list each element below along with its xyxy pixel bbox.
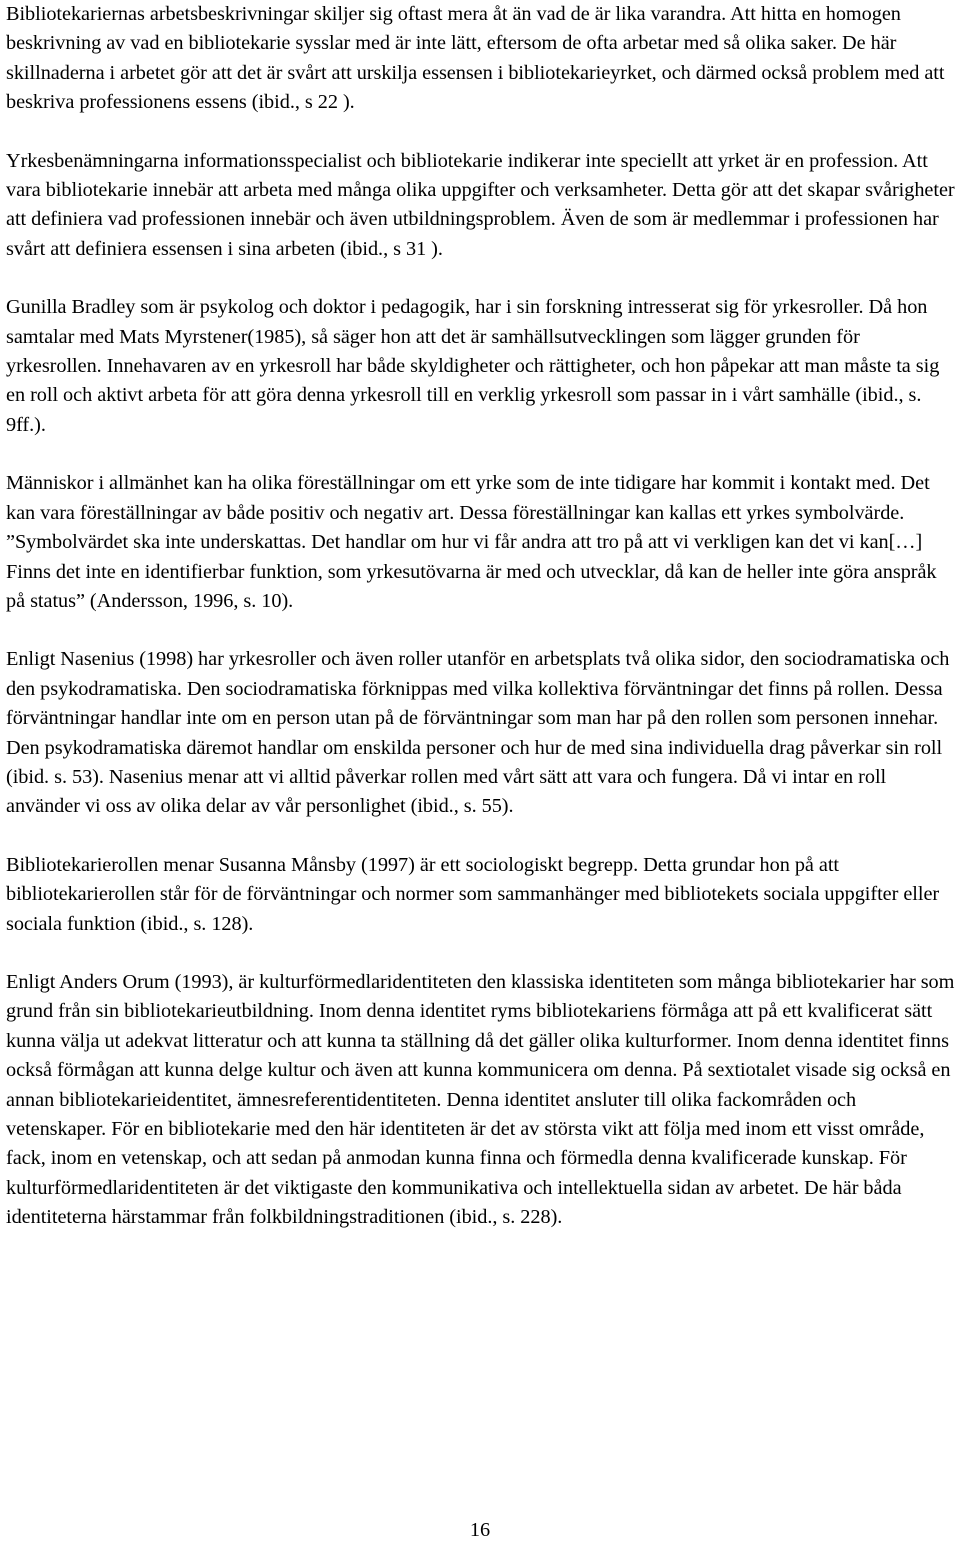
- paragraph-work-descriptions: Bibliotekariernas arbetsbeskrivningar skiljer sig oftast mera åt än vad de är lika varandra. Att hitta en homogen beskrivning av vad en bibliotekarie sysslar med är inte lätt, eftersom de ofta arbetar med så olika saker. De här skillnaderna i arbetet gör att det är svårt att urskilja essensen i bibliotekarieyrket, och därmed också problem med att beskriva professionens essens (ibid., s 22 ).: [6, 3, 945, 114]
- paragraph-mansby-librarian-role: Bibliotekarierollen menar Susanna Månsby (1997) är ett sociologiskt begrepp. Detta grundar hon på att bibliotekarierollen står för de förväntningar och normer som sammanhänger med bibliotekets sociala uppgifter eller sociala funktion (ibid., s. 128).: [6, 853, 940, 935]
- paragraph-professional-titles: Yrkesbenämningarna informationsspecialist och bibliotekarie indikerar inte speciellt att yrket är en profession. Att vara bibliotekarie innebär att arbeta med många olika uppgifter och verksamheter. Detta gör att det skapar svårigheter att definiera vad professionen innebär och även utbildningsproblem. Även de som är medlemmar i professionen har svårt att definiera essensen i sina arbeten (ibid., s 31 ).: [6, 149, 955, 260]
- paragraph-bradley-roles: Gunilla Bradley som är psykolog och doktor i pedagogik, har i sin forskning intresserat sig för yrkesroller. Då hon samtalar med Mats Myrstener(1985), så säger hon att det är samhällsutvecklingen som lägger grunden för yrkesrollen. Innehavaren av en yrkesroll har både skyldigheter och rättigheter, och hon påpekar att man måste ta sig en roll och aktivt arbeta för att göra denna yrkesroll till en verklig yrkesroll som passar in i vårt samhälle (ibid., s. 9ff.).: [6, 296, 940, 436]
- paragraph-nasenius-roles: Enligt Nasenius (1998) har yrkesroller och även roller utanför en arbetsplats två olika sidor, den sociodramatiska och den psykodramatiska. Den sociodramatiska förknippas med vilka kollektiva förväntningar det finns på rollen. Dessa förväntningar handlar inte om en person utan på de förväntningar som man har på den rollen som personen innehar. Den psykodramatiska däremot handlar om enskilda personer och hur de med sina individuella drag påverkar sin roll (ibid. s. 53). Nasenius menar att vi alltid påverkar rollen med vårt sätt att vara och fungera. Då vi intar en roll använder vi oss av olika delar av vår personlighet (ibid., s. 55).: [6, 648, 950, 818]
- paragraph-symbol-value: Människor i allmänhet kan ha olika föreställningar om ett yrke som de inte tidigare har kommit i kontakt med. Det kan vara föreställningar av både positiv och negativ art. Dessa föreställningar kan kallas ett yrkes symbolvärde. ”Symbolvärdet ska inte underskattas. Det handlar om hur vi får andra att tro på att vi verkligen kan det vi kan[…] Finns det inte en identifierbar funktion, som yrkesutövarna är med och utvecklar, då kan de heller inte göra anspråk på status” (Andersson, 1996, s. 10).: [6, 472, 937, 612]
- paragraph-orum-identities: Enligt Anders Orum (1993), är kulturförmedlaridentiteten den klassiska identiteten som många bibliotekarier har som grund från sin bibliotekarieutbildning. Inom denna identitet ryms bibliotekariens förmåga att på ett kvalificerat sätt kunna välja ut adekvat litteratur och att kunna ta ställning då det gäller olika kulturformer. Inom denna identitet finns också förmågan att kunna delge kultur och även att kunna kommunicera om denna. På sextiotalet visade sig också en annan bibliotekarieidentitet, ämnesreferentidentiteten. Denna identitet ansluter till olika fackområden och vetenskaper. För en bibliotekarie med den här identiteten är det av största vikt att följa med inom ett visst område, fack, inom en vetenskap, och att sedan på anmodan kunna finna och förmedla denna kvalificerade kunskap. För kulturförmedlaridentiteten är det viktigaste den kommunikativa och intellektuella sidan av arbetet. De här båda identiteterna härstammar från folkbildningstraditionen (ibid., s. 228).: [6, 970, 955, 1229]
- page-number: 16: [469, 1519, 491, 1541]
- document-page: [6, 0, 958, 1233]
